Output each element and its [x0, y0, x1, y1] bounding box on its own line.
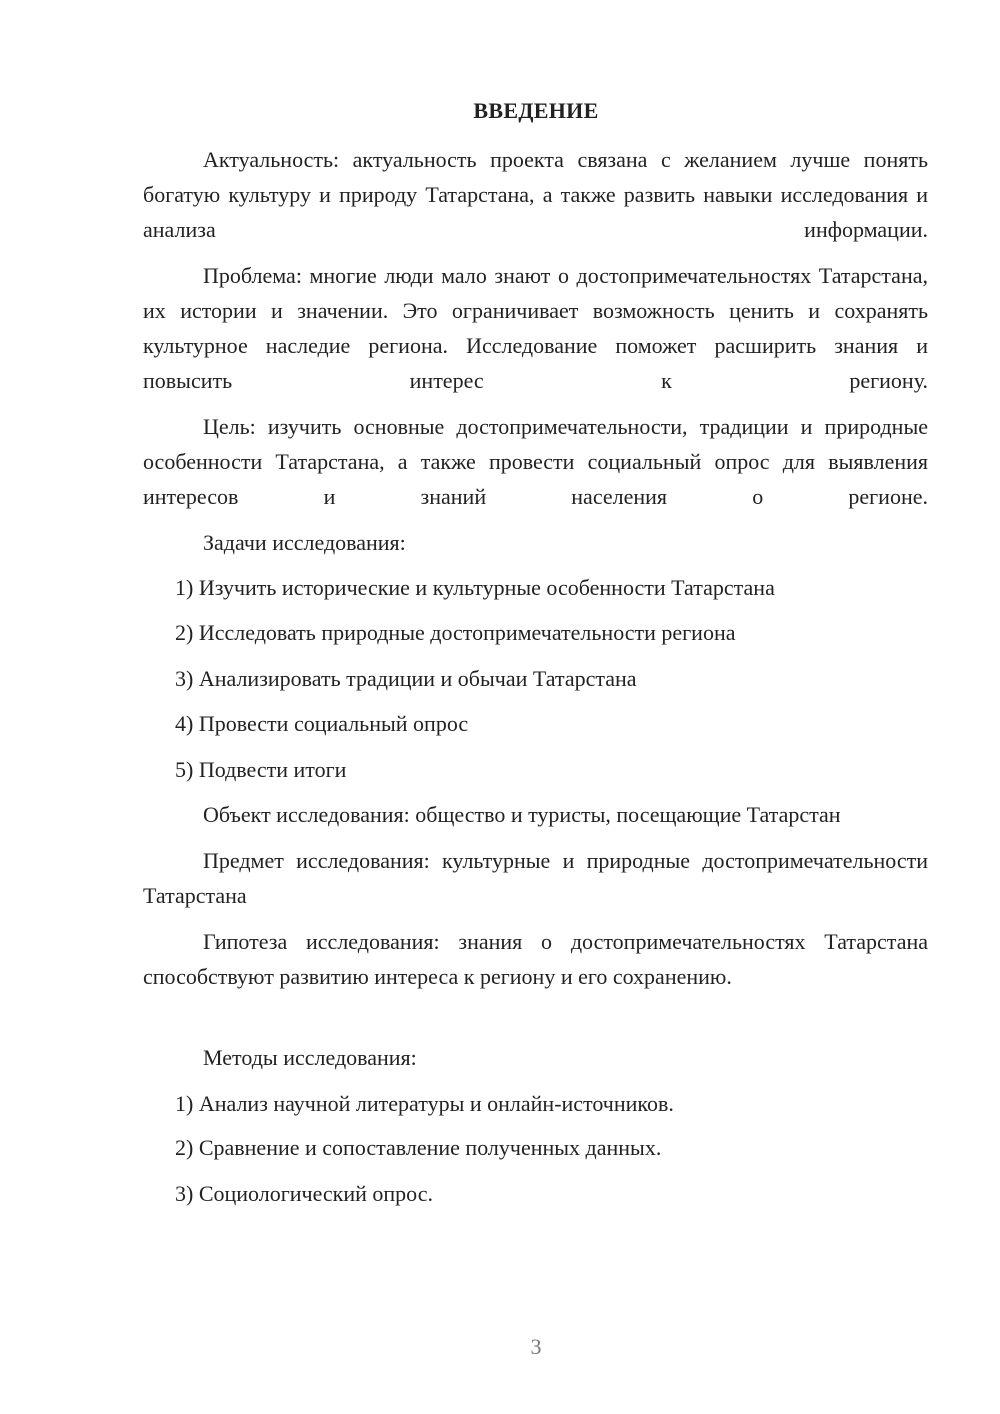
task-item-2: 2) Исследовать природные достопримечательности региона — [175, 620, 736, 645]
problem-paragraph: Проблема: многие люди мало знают о достопримечательностях Татарстана, их истории и значении. Это ограничивает возможность ценить и сохранять культурное наследие региона. Исследование поможет расширить знания и повысить интерес к региону. — [143, 263, 928, 393]
hypothesis-paragraph: Гипотеза исследования: знания о достопримечательностях Татарстана способствуют развитию интереса к региону и его сохранению. — [143, 929, 928, 989]
method-item-2: 2) Сравнение и сопоставление полученных данных. — [175, 1135, 662, 1160]
object-line: Объект исследования: общество и туристы, посещающие Татарстан — [203, 802, 841, 827]
method-item-3: 3) Социологический опрос. — [175, 1181, 433, 1206]
section-heading: ВВЕДЕНИЕ — [473, 98, 599, 123]
relevance-paragraph: Актуальность: актуальность проекта связана с желанием лучше понять богатую культуру и природу Татарстана, а также развить навыки исследования и анализа информации. — [143, 147, 928, 242]
page-number: 3 — [530, 1334, 542, 1359]
task-item-3: 3) Анализировать традиции и обычаи Татарстана — [175, 666, 637, 691]
method-item-1: 1) Анализ научной литературы и онлайн-источников. — [175, 1091, 674, 1116]
methods-title: Методы исследования: — [203, 1045, 417, 1070]
task-item-5: 5) Подвести итоги — [175, 757, 347, 782]
task-item-4: 4) Провести социальный опрос — [175, 711, 469, 736]
tasks-title: Задачи исследования: — [203, 530, 406, 555]
subject-paragraph: Предмет исследования: культурные и природные достопримечательности Татарстана — [143, 848, 928, 908]
task-item-1: 1) Изучить исторические и культурные особенности Татарстана — [175, 575, 775, 600]
goal-paragraph: Цель: изучить основные достопримечательности, традиции и природные особенности Татарстана, а также провести социальный опрос для выявления интересов и знаний населения о регионе. — [143, 414, 928, 509]
